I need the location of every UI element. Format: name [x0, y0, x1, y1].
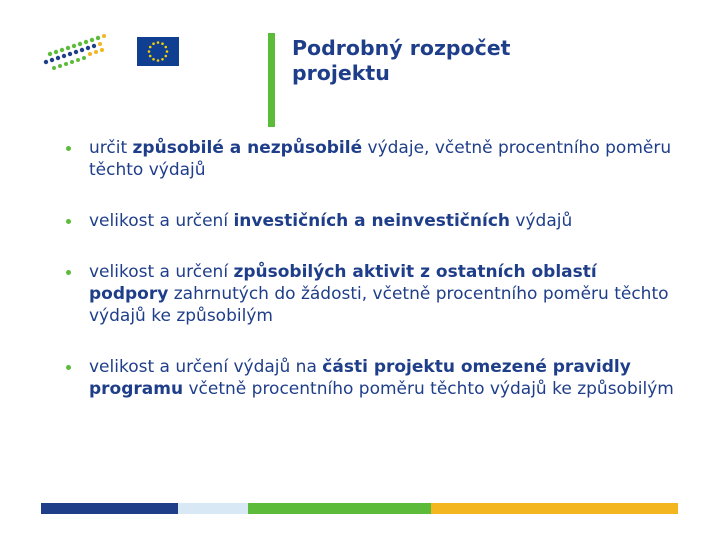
footer-segment-blue [41, 503, 178, 514]
bullet-dot-icon [66, 219, 71, 224]
bullet-list [66, 137, 676, 429]
bullet-text-bold: způsobilé a nezpůsobilé [132, 138, 363, 158]
bullet-text: určit [89, 138, 133, 158]
eu-star-icon [157, 59, 160, 62]
program-logo-icon [40, 32, 110, 72]
footer-segment-yellow [431, 503, 678, 514]
bullet-dot-icon [66, 270, 71, 275]
bullet-text: velikost a určení [89, 211, 234, 231]
bullet-text-bold: části projektu omezené pravidly programu [89, 357, 631, 399]
eu-star-icon [152, 42, 155, 45]
eu-star-icon [149, 55, 152, 58]
bullet-text-bold: způsobilých aktivit z ostatních oblastí podpory [89, 262, 597, 304]
title-line-2: projektu [292, 61, 390, 85]
eu-star-icon [157, 41, 160, 44]
eu-star-icon [148, 50, 151, 53]
bullet-text-bold: investičních a neinvestičních [233, 211, 510, 231]
eu-star-icon [164, 46, 167, 49]
bullet-text: včetně procentního poměru těchto výdajů ke způsobilým [183, 379, 674, 399]
bullet-text: výdaje, včetně procentního poměru těchto výdajů [89, 138, 672, 180]
title-line-1: Podrobný rozpočet [292, 36, 511, 60]
eu-flag-icon [137, 37, 179, 66]
bullet-text: velikost a určení [89, 262, 234, 282]
bullet-item [66, 210, 676, 232]
bullet-text: zahrnutých do žádosti, včetně procentního poměru těchto výdajů ke způsobilým [89, 284, 669, 326]
bullet-text: velikost a určení výdajů na [89, 357, 323, 377]
footer-color-bar [41, 503, 678, 514]
bullet-dot-icon [66, 365, 71, 370]
bullet-dot-icon [66, 146, 71, 151]
eu-star-icon [149, 46, 152, 49]
bullet-item [66, 137, 676, 181]
bullet-item [66, 261, 676, 327]
eu-star-icon [164, 55, 167, 58]
footer-segment-pattern [178, 503, 248, 514]
eu-star-icon [161, 42, 164, 45]
footer-segment-green [248, 503, 431, 514]
eu-star-icon [166, 50, 169, 53]
bullet-text: výdajů [510, 211, 573, 231]
eu-star-icon [152, 58, 155, 61]
page-title [292, 36, 692, 86]
bullet-item [66, 356, 676, 400]
eu-star-icon [161, 58, 164, 61]
title-accent-bar [268, 33, 275, 127]
